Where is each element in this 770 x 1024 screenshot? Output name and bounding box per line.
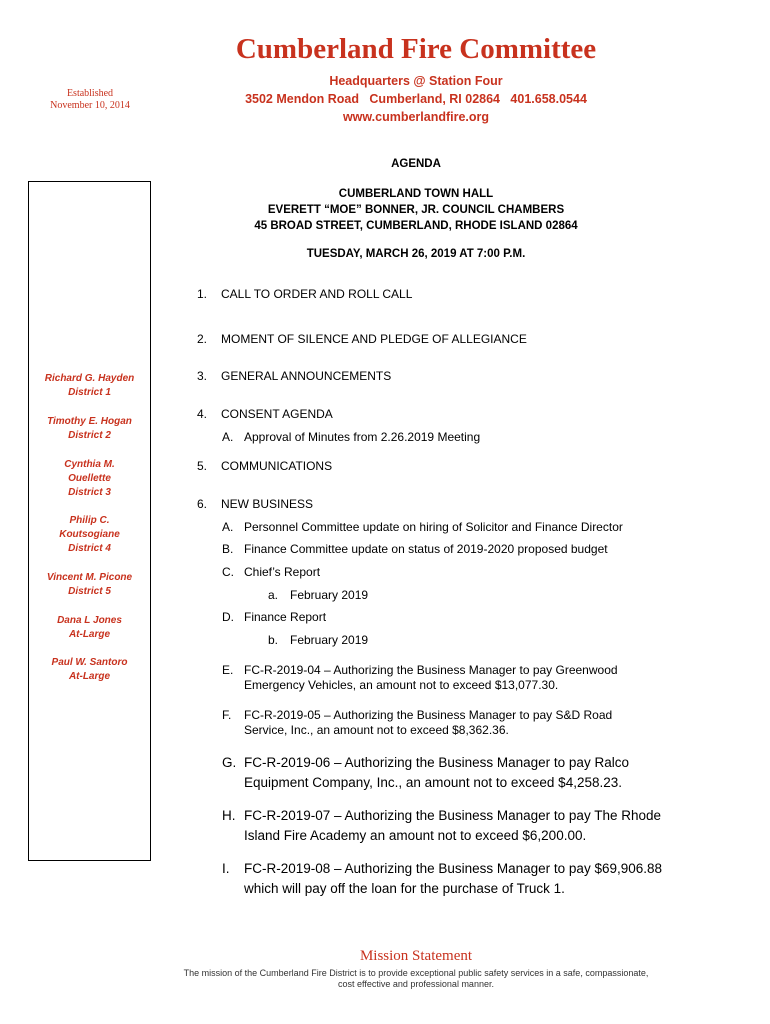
hq-line: Headquarters @ Station Four xyxy=(329,74,503,88)
subitem-letter: E. xyxy=(222,663,234,677)
subitem-text: Personnel Committee update on hiring of Solicitor and Finance Director xyxy=(244,520,623,534)
member-entry xyxy=(28,415,151,443)
item-number: 1. xyxy=(197,287,208,301)
member-entry xyxy=(28,372,151,400)
item-text: CONSENT AGENDA xyxy=(221,407,333,421)
established-date: November 10, 2014 xyxy=(50,100,130,111)
subitem-letter: H. xyxy=(222,808,236,823)
member-role: District 2 xyxy=(68,430,111,441)
subsubitem-letter: b. xyxy=(268,633,279,647)
member-name: Vincent M. Picone xyxy=(46,572,133,583)
item-number: 5. xyxy=(197,459,208,473)
mission-title: Mission Statement xyxy=(359,948,473,964)
member-name-cont: Koutsogiane xyxy=(59,529,120,540)
member-entry xyxy=(28,514,151,556)
member-name: Timothy E. Hogan xyxy=(47,416,132,427)
resolution-line: Service, Inc., an amount not to exceed $8,362.36. xyxy=(244,723,509,737)
resolution-text xyxy=(244,663,684,693)
item-text: COMMUNICATIONS xyxy=(221,459,333,473)
agenda-heading: AGENDA xyxy=(391,158,441,170)
member-entry xyxy=(28,656,151,684)
hq-address: 3502 Mendon Road Cumberland, RI 02864 401.658.0544 xyxy=(245,92,587,106)
item-text: NEW BUSINESS xyxy=(221,497,314,511)
hq-website: www.cumberlandfire.org xyxy=(342,110,490,124)
venue-line: EVERETT “MOE” BONNER, JR. COUNCIL CHAMBERS xyxy=(267,204,565,216)
item-text: GENERAL ANNOUNCEMENTS xyxy=(221,369,392,383)
subitem-letter: C. xyxy=(222,565,234,579)
member-role: District 4 xyxy=(68,543,111,554)
mission-line: cost effective and professional manner. xyxy=(338,979,494,989)
subitem-text: Chief’s Report xyxy=(244,565,321,579)
member-name: Richard G. Hayden xyxy=(44,373,135,384)
member-name: Cynthia M. xyxy=(64,459,115,470)
member-role: District 1 xyxy=(68,387,111,398)
member-role: At-Large xyxy=(68,671,111,682)
meeting-datetime: TUESDAY, MARCH 26, 2019 AT 7:00 P.M. xyxy=(306,248,526,260)
resolution-line: Island Fire Academy an amount not to exceed $6,200.00. xyxy=(244,828,587,843)
subitem-text: Finance Report xyxy=(244,610,327,624)
member-name: Paul W. Santoro xyxy=(51,657,128,668)
resolution-line: FC-R-2019-05 – Authorizing the Business Manager to pay S&D Road xyxy=(244,708,613,722)
subitem-text: Approval of Minutes from 2.26.2019 Meeting xyxy=(244,430,481,444)
mission-line: The mission of the Cumberland Fire District is to provide exceptional public safety services in a safe, compassionate, xyxy=(183,968,649,978)
mission-text xyxy=(160,968,672,990)
subsubitem-text: February 2019 xyxy=(290,588,369,602)
page-title: Cumberland Fire Committee xyxy=(235,33,597,65)
subitem-letter: I. xyxy=(222,861,230,876)
subitem-letter: A. xyxy=(222,520,234,534)
established-label: Established xyxy=(66,88,114,99)
subsubitem-text: February 2019 xyxy=(290,633,369,647)
resolution-line: FC-R-2019-07 – Authorizing the Business Manager to pay The Rhode xyxy=(244,808,661,823)
item-number: 4. xyxy=(197,407,208,421)
resolution-line: which will pay off the loan for the purchase of Truck 1. xyxy=(244,881,565,896)
subitem-letter: G. xyxy=(222,755,237,770)
member-role: District 3 xyxy=(68,487,111,498)
resolution-line: Equipment Company, Inc., an amount not to exceed $4,258.23. xyxy=(244,775,622,790)
member-name: Philip C. xyxy=(69,515,110,526)
member-role: At-Large xyxy=(68,629,111,640)
subitem-letter: B. xyxy=(222,542,234,556)
subsubitem-letter: a. xyxy=(268,588,279,602)
subitem-letter: F. xyxy=(222,708,232,722)
member-role: District 5 xyxy=(68,586,111,597)
established-note xyxy=(40,88,140,112)
member-name-cont: Ouellette xyxy=(68,473,111,484)
resolution-line: FC-R-2019-06 – Authorizing the Business Manager to pay Ralco xyxy=(244,755,629,770)
subitem-letter: D. xyxy=(222,610,234,624)
resolution-text xyxy=(244,708,684,738)
subitem-letter: A. xyxy=(222,430,234,444)
item-number: 3. xyxy=(197,369,208,383)
resolution-line: FC-R-2019-04 – Authorizing the Business Manager to pay Greenwood xyxy=(244,663,618,677)
resolution-line: FC-R-2019-08 – Authorizing the Business Manager to pay $69,906.88 xyxy=(244,861,663,876)
venue-line: 45 BROAD STREET, CUMBERLAND, RHODE ISLAND 02864 xyxy=(254,220,578,232)
item-text: CALL TO ORDER AND ROLL CALL xyxy=(221,287,413,301)
subitem-text: Finance Committee update on status of 2019-2020 proposed budget xyxy=(244,542,608,556)
member-entry xyxy=(28,614,151,642)
item-number: 2. xyxy=(197,332,208,346)
item-text: MOMENT OF SILENCE AND PLEDGE OF ALLEGIANCE xyxy=(221,332,527,346)
venue-block xyxy=(166,186,666,234)
member-entry xyxy=(28,571,151,599)
member-entry xyxy=(28,458,151,500)
venue-line: CUMBERLAND TOWN HALL xyxy=(338,188,494,200)
resolution-text xyxy=(244,753,684,793)
resolution-line: Emergency Vehicles, an amount not to exceed $13,077.30. xyxy=(244,678,559,692)
resolution-text xyxy=(244,859,684,899)
resolution-text xyxy=(244,806,684,846)
item-number: 6. xyxy=(197,497,208,511)
member-name: Dana L Jones xyxy=(57,615,122,626)
